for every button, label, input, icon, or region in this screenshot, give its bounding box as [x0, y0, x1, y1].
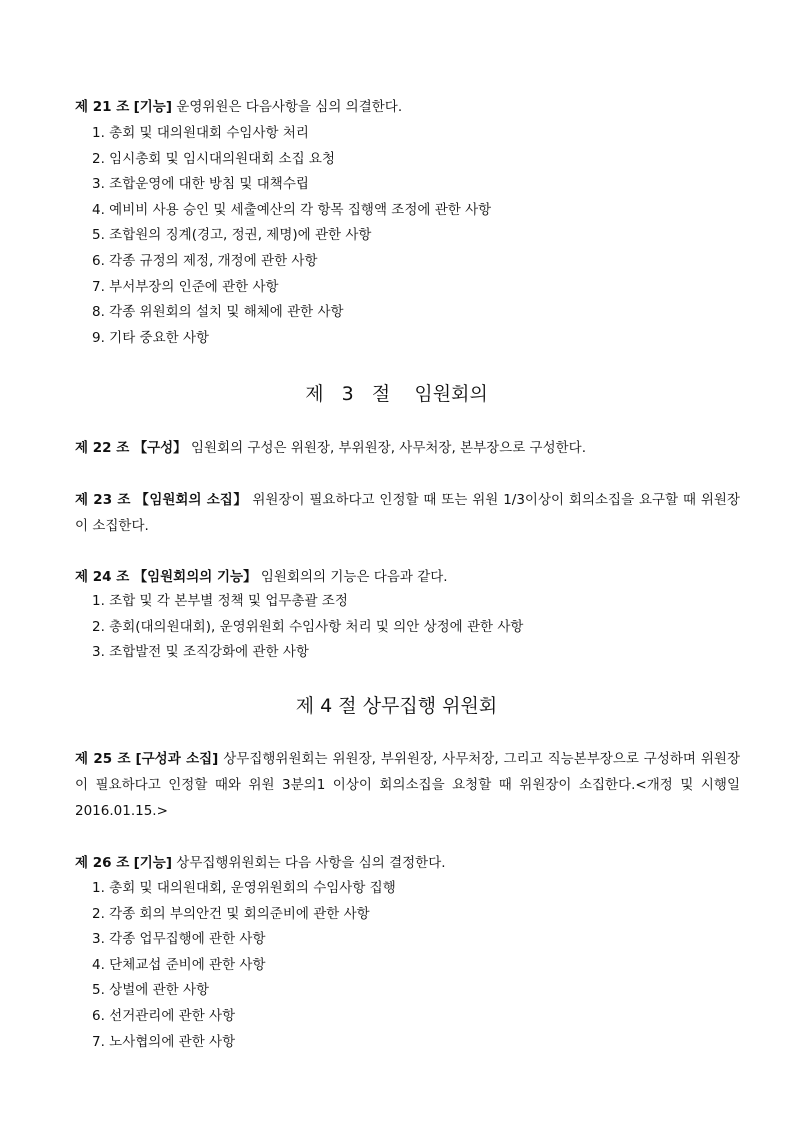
article-23-title: 【임원회의 소집】 [135, 492, 248, 508]
article-21-heading [75, 94, 740, 120]
article-22-text: 임원회의 구성은 위원장, 부위원장, 사무처장, 본부장으로 구성한다. [186, 440, 586, 456]
list-item: 2. 각종 회의 부의안건 및 회의준비에 관한 사항 [92, 905, 370, 922]
article-22-label: 제 22 조 [75, 440, 130, 456]
article-22-heading [75, 435, 740, 461]
article-24-list [92, 589, 523, 666]
article-26-title: [기능] [133, 855, 172, 871]
article-21-title: [기능] [133, 99, 172, 115]
article-22-title: 【구성】 [133, 440, 187, 456]
article-23-heading [75, 487, 740, 539]
list-item: 3. 조합운영에 대한 방침 및 대책수립 [92, 176, 309, 193]
article-23-label: 제 23 조 [75, 492, 131, 508]
article-24-text: 임원회의의 기능은 다음과 같다. [256, 569, 448, 585]
article-25-label: 제 25 조 [75, 751, 131, 767]
list-item: 7. 노사협의에 관한 사항 [92, 1033, 236, 1050]
article-26-text: 상무집행위원회는 다음 사항을 심의 결정한다. [172, 855, 446, 871]
section-4-title: 제 4 절 상무집행 위원회 [295, 695, 498, 717]
list-item: 5. 상벌에 관한 사항 [92, 982, 210, 999]
list-item: 3. 각종 업무집행에 관한 사항 [92, 931, 266, 948]
list-item: 8. 각종 위원회의 설치 및 해체에 관한 사항 [92, 304, 344, 321]
article-23-text: 위원장이 필요하다고 인정할 때 또는 위원 1/3이상이 회의소집을 요구할 때 위원장이 소집한다. [75, 492, 740, 534]
list-item: 2. 총회(대의원대회), 운영위원회 수임사항 처리 및 의안 상정에 관한 사항 [92, 618, 524, 635]
list-item: 7. 부서부장의 인준에 관한 사항 [92, 278, 279, 295]
article-21-list [92, 121, 491, 351]
article-26-list [92, 876, 396, 1055]
article-26-heading [75, 850, 740, 876]
list-item: 3. 조합발전 및 조직강화에 관한 사항 [92, 644, 309, 661]
article-25-heading [75, 746, 740, 824]
article-24-heading [75, 564, 740, 590]
list-item: 6. 선거관리에 관한 사항 [92, 1007, 236, 1024]
list-item: 9. 기타 중요한 사항 [92, 329, 210, 346]
list-item: 1. 총회 및 대의원대회, 운영위원회의 수임사항 집행 [92, 880, 396, 896]
article-21-label: 제 21 조 [75, 99, 130, 115]
list-item: 1. 총회 및 대의원대회 수임사항 처리 [92, 125, 309, 141]
list-item: 5. 조합원의 징계(경고, 정권, 제명)에 관한 사항 [92, 227, 372, 244]
list-item: 1. 조합 및 각 본부별 정책 및 업무총괄 조정 [92, 593, 348, 609]
list-item: 2. 임시총회 및 임시대의원대회 소집 요청 [92, 150, 335, 167]
article-26-label: 제 26 조 [75, 855, 130, 871]
article-21-text: 운영위원은 다음사항을 심의 의결한다. [172, 99, 403, 115]
article-24-label: 제 24 조 [75, 569, 130, 585]
article-25-title: [구성과 소집] [135, 751, 219, 767]
article-24-title: 【임원회의의 기능】 [133, 569, 257, 585]
list-item: 4. 예비비 사용 승인 및 세출예산의 각 항목 집행액 조정에 관한 사항 [92, 201, 492, 218]
list-item: 4. 단체교섭 준비에 관한 사항 [92, 956, 266, 973]
article-25-text: 상무집행위원회는 위원장, 부위원장, 사무처장, 그리고 직능본부장으로 구성하며 위원장이 필요하다고 인정할 때와 위원 3분의1 이상이 회의소집을 요청할 때 위원장이 소집한다.<개정 및 시행일 2016.01.15.> [75, 751, 740, 819]
list-item: 6. 각종 규정의 제정, 개정에 관한 사항 [92, 252, 318, 269]
section-3-title: 제 3 절 임원회의 [305, 383, 488, 405]
